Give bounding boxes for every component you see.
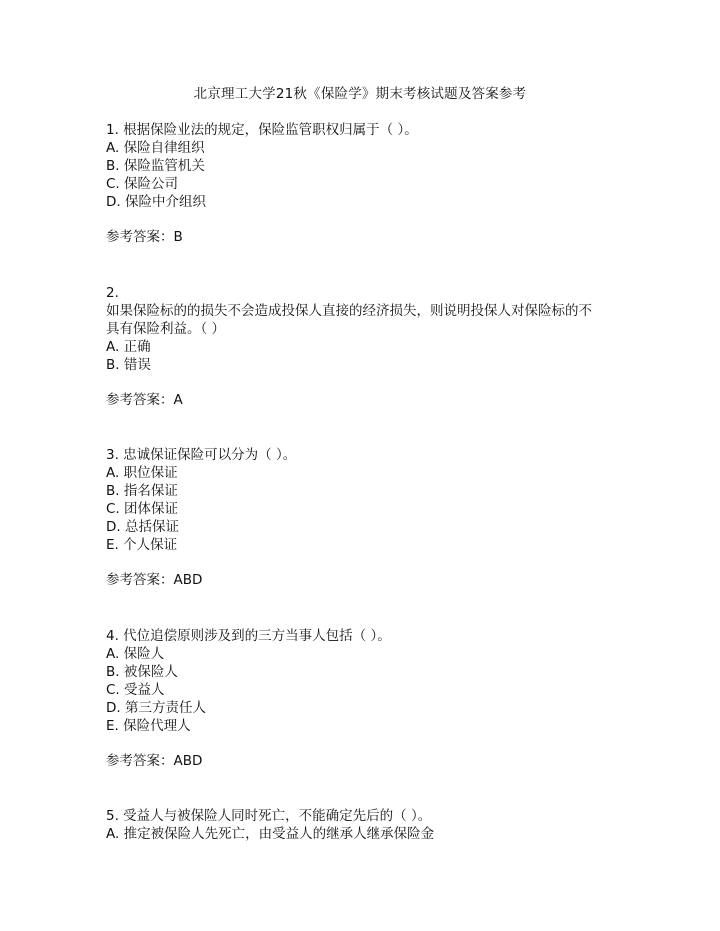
option-a: A. 正确 — [106, 339, 151, 355]
option-b: B. 错误 — [106, 357, 151, 373]
option-b: B. 被保险人 — [106, 664, 178, 680]
answer-key: 参考答案：ABD — [106, 753, 203, 769]
option-a: A. 保险人 — [106, 646, 165, 662]
question-stem: 4. 代位追偿原则涉及到的三方当事人包括（ ）。 — [106, 628, 391, 644]
option-e: E. 个人保证 — [106, 537, 178, 553]
document-title: 北京理工大学21秋《保险学》期末考核试题及答案参考 — [193, 86, 527, 102]
question-1 — [106, 121, 626, 246]
answer-key: 参考答案：ABD — [106, 572, 203, 588]
question-stem: 1. 根据保险业法的规定，保险监管职权归属于（ ）。 — [106, 122, 418, 138]
option-a: A. 推定被保险人先死亡，由受益人的继承人继承保险金 — [106, 826, 435, 842]
question-stem: 3. 忠诚保证保险可以分为（ ）。 — [106, 447, 297, 463]
question-stem: 5. 受益人与被保险人同时死亡，不能确定先后的（ ）。 — [106, 808, 432, 824]
question-4 — [106, 627, 626, 770]
question-5 — [106, 807, 626, 843]
option-d: D. 保险中介组织 — [106, 194, 206, 210]
option-b: B. 指名保证 — [106, 483, 178, 499]
option-c: C. 受益人 — [106, 682, 165, 698]
answer-key: 参考答案：A — [106, 392, 183, 408]
question-2 — [106, 284, 626, 409]
option-c: C. 团体保证 — [106, 501, 179, 517]
question-number: 2. — [106, 285, 119, 301]
question-3 — [106, 446, 626, 589]
question-stem-line-2: 具有保险利益。（ ） — [106, 321, 226, 337]
option-e: E. 保险代理人 — [106, 718, 191, 734]
option-c: C. 保险公司 — [106, 176, 179, 192]
option-a: A. 保险自律组织 — [106, 140, 205, 156]
question-stem-line-1: 如果保险标的的损失不会造成投保人直接的经济损失，则说明投保人对保险标的不 — [106, 303, 592, 319]
option-d: D. 总括保证 — [106, 519, 179, 535]
answer-key: 参考答案：B — [106, 229, 183, 245]
option-a: A. 职位保证 — [106, 465, 178, 481]
option-d: D. 第三方责任人 — [106, 700, 206, 716]
option-b: B. 保险监管机关 — [106, 158, 205, 174]
